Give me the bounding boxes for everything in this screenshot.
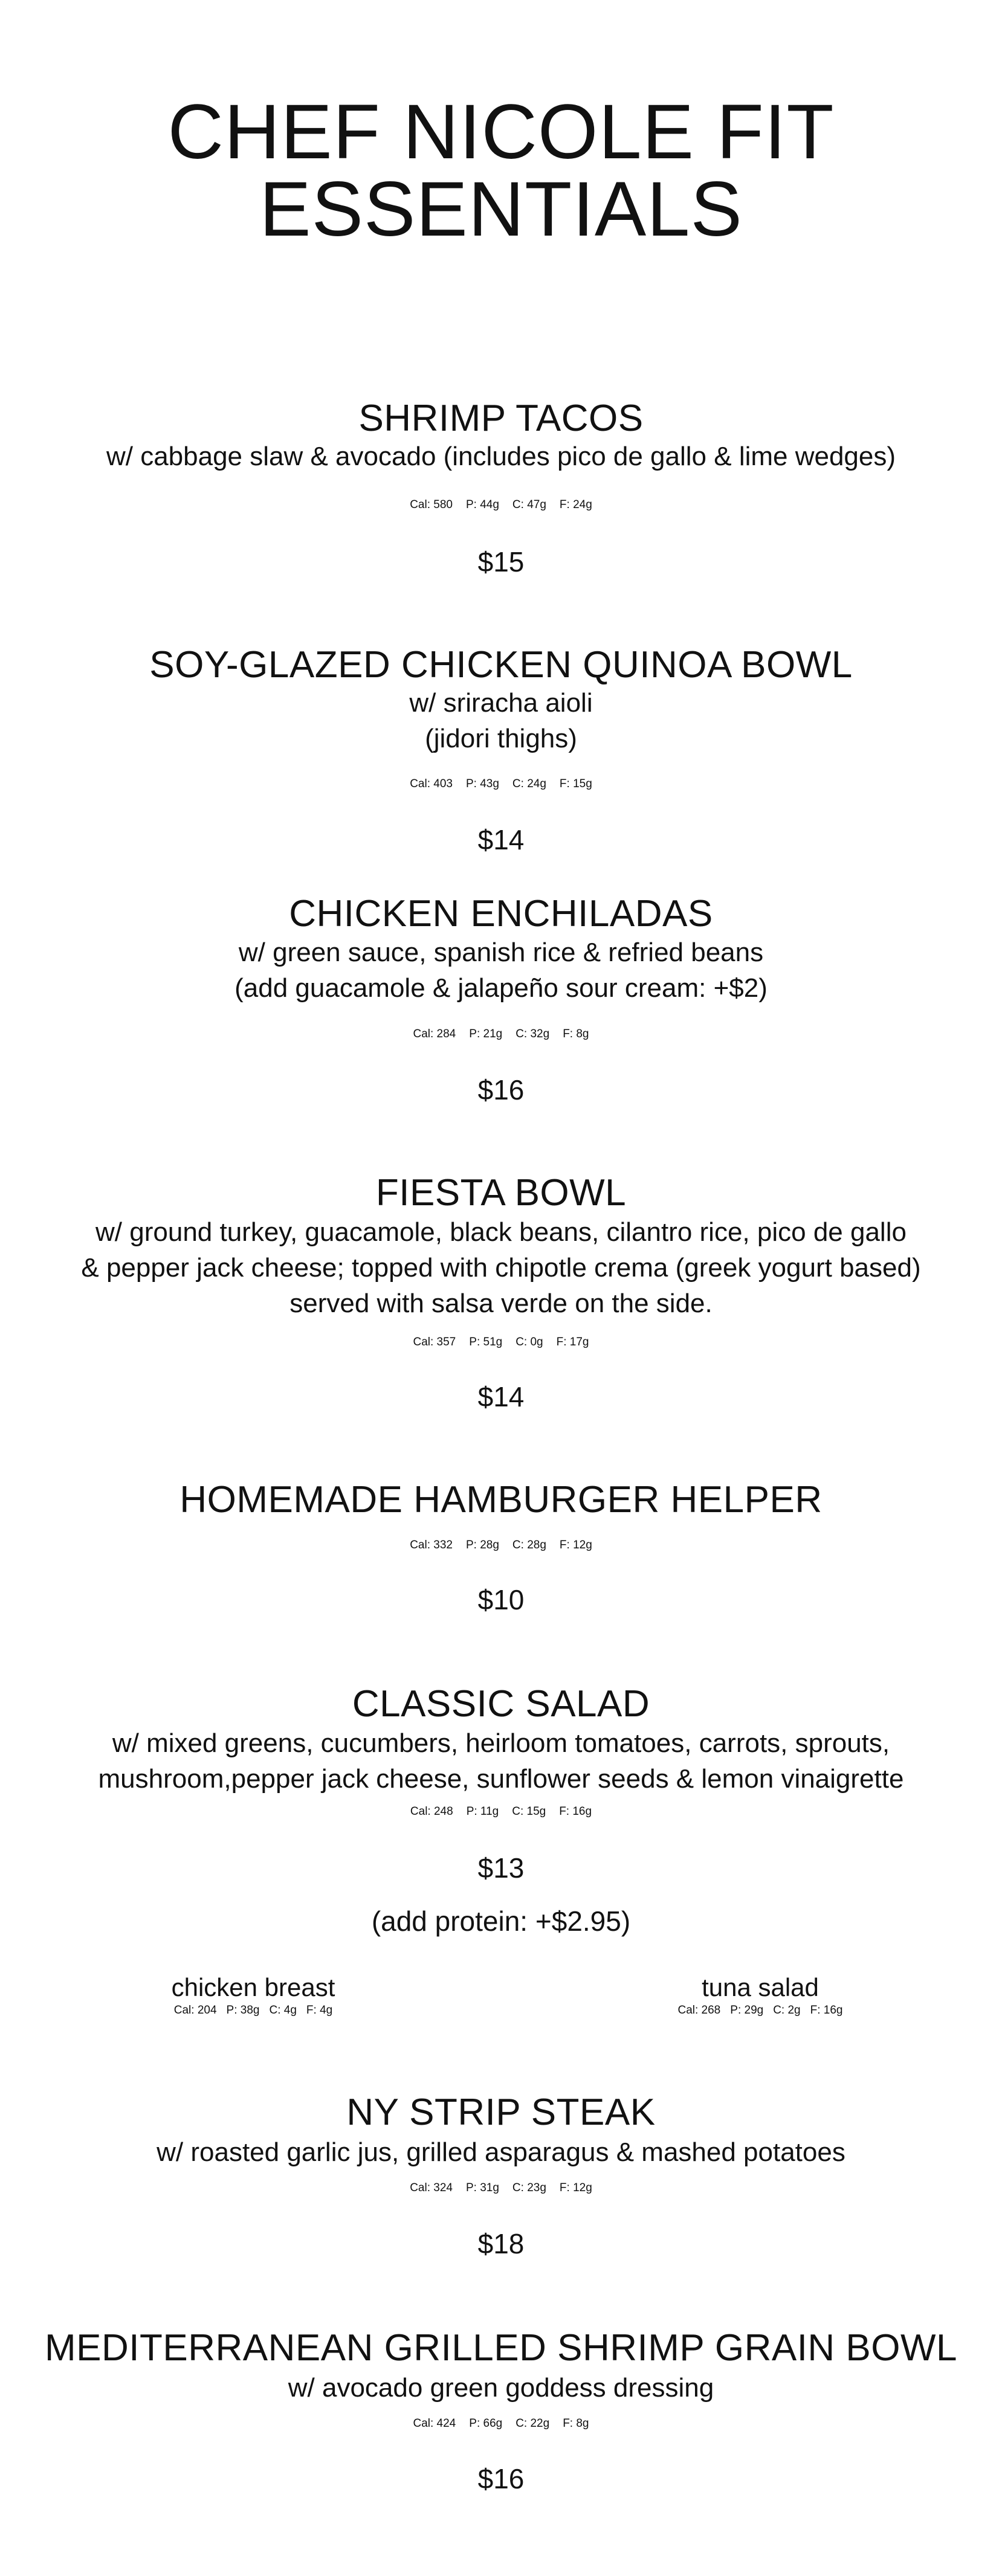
- dish-macros: [0, 2181, 1002, 2195]
- macro-calories: Cal: 248: [410, 1805, 453, 1818]
- macro-carbs: C: 24g: [512, 778, 546, 790]
- macro-calories: Cal: 284: [413, 1028, 456, 1040]
- macro-protein: P: 66g: [469, 2417, 503, 2430]
- macro-calories: Cal: 324: [410, 2182, 453, 2194]
- macro-protein: P: 44g: [465, 498, 499, 511]
- dish-macros: [0, 498, 1002, 512]
- protein-name: chicken breast: [171, 1973, 335, 2001]
- macro-carbs: C: 4g: [269, 2004, 297, 2017]
- macro-carbs: C: 22g: [516, 2417, 550, 2430]
- dish-macros: [0, 2417, 1002, 2431]
- macro-fat: F: 15g: [559, 778, 592, 790]
- macro-fat: F: 17g: [556, 1336, 589, 1348]
- dish-description: w/ mixed greens, cucumbers, heirloom tomatoes, carrots, sprouts,: [112, 1728, 890, 1758]
- add-protein-note: (add protein: +$2.95): [371, 1905, 631, 1937]
- dish-price: $16: [477, 2463, 525, 2494]
- protein-macros: [72, 2003, 435, 2018]
- dish-name-homemade-hamburger-helper: HOMEMADE HAMBURGER HELPER: [179, 1479, 823, 1521]
- dish-price: $14: [477, 824, 525, 855]
- macro-fat: F: 16g: [559, 1805, 592, 1818]
- dish-description: w/ ground turkey, guacamole, black beans, cilantro rice, pico de gallo: [95, 1217, 907, 1247]
- dish-price: $14: [477, 1381, 525, 1412]
- protein-macros: [579, 2003, 942, 2018]
- macro-protein: P: 28g: [465, 1539, 499, 1551]
- macro-fat: F: 4g: [306, 2004, 333, 2017]
- dish-description: w/ sriracha aioli: [409, 688, 593, 718]
- dish-description: mushroom,pepper jack cheese, sunflower seeds & lemon vinaigrette: [98, 1764, 904, 1794]
- protein-option-chicken-breast: [72, 1972, 435, 2018]
- page-title: [0, 89, 1002, 253]
- macro-protein: P: 31g: [465, 2182, 499, 2194]
- macro-protein: P: 29g: [730, 2004, 764, 2017]
- dish-macros: [0, 1538, 1002, 1553]
- dish-name-soy-glazed-chicken-quinoa-bowl: SOY-GLAZED CHICKEN QUINOA BOWL: [149, 644, 853, 686]
- dish-macros: [0, 777, 1002, 791]
- macro-carbs: C: 32g: [516, 1028, 550, 1040]
- macro-calories: Cal: 332: [410, 1539, 453, 1551]
- macro-carbs: C: 47g: [512, 498, 546, 511]
- macro-protein: P: 38g: [226, 2004, 260, 2017]
- dish-description: served with salsa verde on the side.: [289, 1289, 713, 1318]
- dish-price: $16: [477, 1074, 525, 1106]
- dish-macros: [0, 1335, 1002, 1350]
- macro-calories: Cal: 424: [413, 2417, 456, 2430]
- page-title-line-2: ESSENTIALS: [259, 166, 743, 253]
- dish-name-mediterranean-grilled-shrimp-grain-bowl: MEDITERRANEAN GRILLED SHRIMP GRAIN BOWL: [44, 2327, 958, 2369]
- dish-macros: [0, 1027, 1002, 1042]
- dish-name-classic-salad: CLASSIC SALAD: [352, 1683, 650, 1725]
- dish-description: w/ cabbage slaw & avocado (includes pico de gallo & lime wedges): [106, 442, 896, 471]
- macro-protein: P: 43g: [465, 778, 499, 790]
- dish-price: $10: [477, 1584, 525, 1615]
- dish-name-chicken-enchiladas: CHICKEN ENCHILADAS: [289, 893, 713, 935]
- dish-description: (add guacamole & jalapeño sour cream: +$2): [234, 973, 768, 1003]
- dish-price: $18: [477, 2228, 525, 2259]
- dish-description: & pepper jack cheese; topped with chipotle crema (greek yogurt based): [81, 1253, 921, 1283]
- macro-calories: Cal: 357: [413, 1336, 456, 1348]
- dish-description: w/ roasted garlic jus, grilled asparagus & mashed potatoes: [157, 2137, 845, 2167]
- dish-name-shrimp-tacos: SHRIMP TACOS: [358, 398, 644, 439]
- dish-description: w/ green sauce, spanish rice & refried beans: [238, 938, 764, 967]
- macro-protein: P: 21g: [469, 1028, 503, 1040]
- macro-protein: P: 11g: [466, 1805, 499, 1818]
- macro-fat: F: 8g: [563, 2417, 589, 2430]
- macro-fat: F: 16g: [810, 2004, 843, 2017]
- macro-carbs: C: 23g: [512, 2182, 546, 2194]
- macro-calories: Cal: 268: [677, 2004, 721, 2017]
- macro-fat: F: 8g: [563, 1028, 589, 1040]
- dish-name-fiesta-bowl: FIESTA BOWL: [375, 1172, 627, 1214]
- macro-carbs: C: 2g: [773, 2004, 801, 2017]
- dish-macros: [0, 1805, 1002, 1819]
- macro-calories: Cal: 204: [173, 2004, 217, 2017]
- protein-name: tuna salad: [702, 1973, 819, 2001]
- macro-calories: Cal: 580: [410, 498, 453, 511]
- macro-carbs: C: 28g: [512, 1539, 546, 1551]
- dish-name-ny-strip-steak: NY STRIP STEAK: [346, 2091, 656, 2133]
- page-title-line-1: CHEF NICOLE FIT: [167, 89, 835, 175]
- macro-protein: P: 51g: [469, 1336, 503, 1348]
- macro-carbs: C: 15g: [512, 1805, 546, 1818]
- dish-price: $15: [477, 546, 525, 578]
- macro-fat: F: 12g: [559, 2182, 592, 2194]
- macro-carbs: C: 0g: [516, 1336, 543, 1348]
- macro-calories: Cal: 403: [410, 778, 453, 790]
- dish-description: (jidori thighs): [425, 724, 577, 753]
- macro-fat: F: 24g: [559, 498, 592, 511]
- macro-fat: F: 12g: [559, 1539, 592, 1551]
- dish-description: w/ avocado green goddess dressing: [288, 2373, 714, 2403]
- protein-option-tuna-salad: [579, 1972, 942, 2018]
- dish-price: $13: [477, 1852, 525, 1884]
